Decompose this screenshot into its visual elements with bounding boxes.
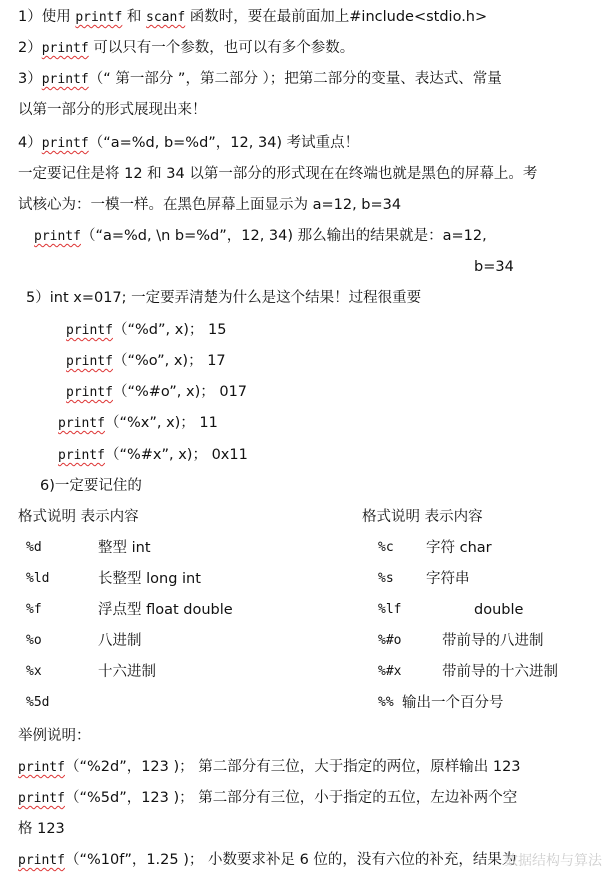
printf-example-tail: （“%#o”, x)； 017 [112, 384, 248, 400]
format-description: 长整型 long int [98, 571, 201, 587]
format-spec: %o [26, 633, 42, 648]
line-2-tail: 可以只有一个参数，也可以有多个参数。 [88, 40, 355, 56]
printf-example-tail: （“%#x”, x)； 0x11 [104, 447, 248, 463]
line-4-number: 4） [18, 135, 42, 151]
code-printf: printf [34, 229, 81, 244]
example-2-tail: （“%5d”，123 )； 第二部分有三位，小于指定的五位，左边补两个空 [64, 790, 518, 806]
code-printf: printf [66, 385, 113, 400]
example-1-tail: （“%2d”，123 )； 第二部分有三位，大于指定的两位，原样输出 123 [64, 759, 521, 775]
code-printf: printf [75, 10, 123, 25]
format-spec: %f [26, 602, 42, 617]
line-3 [18, 69, 502, 90]
code-printf: printf [41, 72, 89, 87]
line-2-number: 2） [18, 40, 42, 56]
format-spec: %x [26, 664, 42, 679]
format-spec: %#x [378, 664, 402, 679]
printf-example-tail: （“%d”, x)； 15 [112, 322, 227, 338]
printf-example-hash-x [58, 445, 248, 466]
line-8: b=34 [474, 259, 514, 275]
printf-example-x [58, 413, 218, 434]
line-3b: 以第一部分的形式展现出来！ [18, 102, 207, 118]
code-printf: printf [41, 136, 89, 151]
code-scanf: scanf [146, 10, 186, 25]
code-printf: printf [58, 416, 105, 431]
line-1 [18, 7, 487, 28]
example-2 [18, 788, 517, 809]
format-description: 带前导的十六进制 [442, 664, 558, 680]
format-description: 八进制 [98, 633, 142, 649]
format-description: 字符串 [426, 571, 470, 587]
printf-example-tail: （“%x”, x)； 11 [104, 415, 218, 431]
format-description: double [474, 602, 524, 618]
line-9: 5）int x=017; 一定要弄清楚为什么是这个结果！过程很重要 [26, 290, 422, 306]
line-4-tail: （“a=%d, b=%d”，12, 34) 考试重点！ [88, 135, 360, 151]
format-spec: %c [378, 540, 394, 555]
line-1-number: 1）使用 [18, 9, 76, 25]
code-printf: printf [66, 323, 113, 338]
line-10: 6)一定要记住的 [40, 478, 142, 494]
format-spec: %5d [26, 695, 50, 710]
examples-title: 举例说明： [18, 728, 91, 744]
printf-example-tail: （“%o”, x)； 17 [112, 353, 226, 369]
code-printf: printf [66, 354, 113, 369]
format-description: 字符 char [426, 540, 492, 556]
format-spec: %lf [378, 602, 402, 617]
line-1-tail: 函数时，要在最前面加上#include<stdio.h> [185, 9, 488, 25]
code-printf: printf [18, 791, 65, 806]
code-printf: printf [41, 41, 89, 56]
format-spec: %s [378, 571, 394, 586]
example-1 [18, 757, 521, 778]
format-description: 带前导的八进制 [442, 633, 544, 649]
code-printf: printf [18, 853, 65, 868]
line-5: 一定要记住是将 12 和 34 以第一部分的形式现在在终端也就是黑色的屏幕上。考 [18, 166, 538, 182]
code-printf: printf [18, 760, 65, 775]
printf-example-d [66, 320, 227, 341]
line-7-tail: （“a=%d, \n b=%d”，12, 34) 那么输出的结果就是：a=12, [80, 228, 487, 244]
printf-example-o [66, 351, 226, 372]
format-spec: %d [26, 540, 42, 555]
format-description: 整型 int [98, 540, 151, 556]
example-3-tail: （“%10f”，1.25 )； 小数要求补足 6 位的，没有六位的补充，结果为 [64, 852, 517, 868]
format-spec: %ld [26, 571, 50, 586]
printf-example-hash-o [66, 382, 247, 403]
line-1-mid: 和 [122, 9, 147, 25]
format-description: 十六进制 [98, 664, 156, 680]
format-description: 浮点型 float double [98, 602, 233, 618]
line-7 [34, 226, 487, 247]
line-4 [18, 133, 359, 154]
line-6: 试核心为：一模一样。在黑色屏幕上面显示为 a=12, b=34 [18, 197, 402, 213]
table-header-right: 格式说明 表示内容 [362, 509, 483, 525]
watermark: 数据结构与算法 [504, 853, 602, 869]
format-spec: %% [378, 695, 394, 710]
example-2b: 格 123 [18, 821, 65, 837]
code-printf: printf [58, 448, 105, 463]
table-header-left: 格式说明 表示内容 [18, 509, 139, 525]
format-description: 输出一个百分号 [402, 695, 504, 711]
example-3 [18, 850, 516, 871]
line-2 [18, 38, 354, 59]
format-spec: %#o [378, 633, 402, 648]
line-3-number: 3） [18, 71, 42, 87]
line-3-tail: （“ 第一部分 ”，第二部分 ）；把第二部分的变量、表达式、常量 [88, 71, 502, 87]
